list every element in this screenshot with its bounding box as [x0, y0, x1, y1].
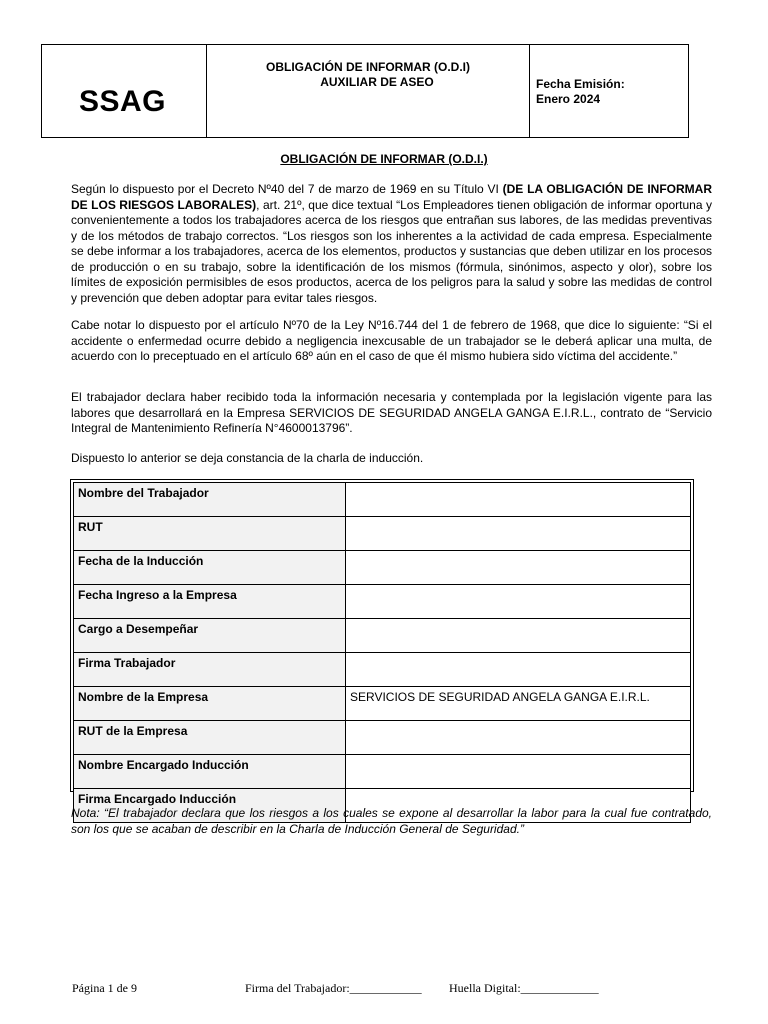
form-field-value[interactable]	[346, 619, 691, 653]
form-field-value[interactable]	[346, 755, 691, 789]
form-field-value[interactable]	[346, 585, 691, 619]
document-title: OBLIGACIÓN DE INFORMAR (O.D.I.)	[280, 152, 488, 166]
induction-form	[70, 479, 694, 806]
form-field-label: Nombre Encargado Inducción	[74, 755, 346, 789]
form-row	[74, 687, 691, 721]
fingerprint-line[interactable]: Huella Digital:_____________	[449, 981, 599, 995]
form-row	[74, 585, 691, 619]
form-field-value[interactable]	[346, 517, 691, 551]
form-field-value[interactable]	[346, 551, 691, 585]
company-logo: SSAG	[79, 85, 167, 118]
form-field-label: Cargo a Desempeñar	[74, 619, 346, 653]
paragraph-declaration: El trabajador declara haber recibido toda la información necesaria y contemplada por la legislación vigente para las labores que desarrollará en la Empresa SERVICIOS DE SEGURIDAD ANGELA GANGA E.I.R.L., contrato de “Servicio Integral de Mantenimiento Refinería N°4600013796”.	[71, 390, 712, 435]
form-row	[74, 551, 691, 585]
worker-signature-line[interactable]: Firma del Trabajador:____________	[245, 981, 422, 995]
form-field-label: Fecha Ingreso a la Empresa	[74, 585, 346, 619]
form-row	[74, 653, 691, 687]
form-field-value[interactable]: SERVICIOS DE SEGURIDAD ANGELA GANGA E.I.R.L.	[346, 687, 691, 721]
note: Nota: “El trabajador declara que los riesgos a los cuales se expone al desarrollar la labor para la cual fue contratado, son los que se acaban de describir en la Charla de Inducción General de Seguridad.”	[71, 806, 712, 836]
form-field-value[interactable]	[346, 721, 691, 755]
form-field-label: RUT de la Empresa	[74, 721, 346, 755]
form-field-label: Nombre del Trabajador	[74, 483, 346, 517]
form-field-label: Firma Encargado Inducción	[74, 789, 346, 823]
form-field-value[interactable]	[346, 653, 691, 687]
page-number: Página 1 de 9	[72, 981, 137, 995]
form-row	[74, 721, 691, 755]
form-field-label: Firma Trabajador	[74, 653, 346, 687]
issue-date-value: Enero 2024	[536, 92, 601, 106]
header-title-cell	[207, 45, 530, 137]
paragraph-law: Cabe notar lo dispuesto por el artículo Nº70 de la Ley Nº16.744 del 1 de febrero de 1968, que dice lo siguiente: “Si el accidente o enfermedad ocurre debido a negligencia inexcusable de un trabajador se le deberá aplicar una multa, de acuerdo con lo preceptuado en el artículo 68º aún en el caso de que él mismo hubiera sido víctima del accidente.”	[71, 318, 712, 363]
form-row	[74, 755, 691, 789]
form-field-label: Fecha de la Inducción	[74, 551, 346, 585]
document-header	[41, 44, 689, 138]
paragraph-constancy: Dispuesto lo anterior se deja constancia de la charla de inducción.	[71, 451, 424, 465]
form-row	[74, 619, 691, 653]
form-field-label: Nombre de la Empresa	[74, 687, 346, 721]
form-field-label: RUT	[74, 517, 346, 551]
form-field-value[interactable]	[346, 483, 691, 517]
header-subtitle: AUXILIAR DE ASEO	[320, 75, 434, 89]
logo-cell	[42, 45, 207, 137]
paragraph-decree: Según lo dispuesto por el Decreto Nº40 del 7 de marzo de 1969 en su Título VI (DE LA OBLIGACIÓN DE INFORMAR DE LOS RIESGOS LABORALES), art. 21º, que dice textual “Los Empleadores tienen obligación de informar oportuna y convenientemente a todos los trabajadores acerca de los riesgos que entrañan sus labores, de las medidas preventivas y de los métodos de trabajo correctos. “Los riesgos son los inherentes a la actividad de cada empresa. Especialmente se debe informar a los trabajadores, acerca de los elementos, productos y sustancias que deben utilizar en los procesos de producción o en su trabajo, sobre la identificación de los mismos (fórmula, sinónimos, aspecto y olor), sobre los límites de exposición permisibles de esos productos, acerca de los peligros para la salud y sobre las medidas de control y prevención que deben adoptar para evitar tales riesgos.	[71, 182, 713, 305]
header-title: OBLIGACIÓN DE INFORMAR (O.D.I)	[266, 60, 470, 74]
issue-date-label: Fecha Emisión:	[536, 77, 625, 91]
form-row	[74, 483, 691, 517]
form-row	[74, 517, 691, 551]
header-date-cell	[530, 45, 688, 137]
